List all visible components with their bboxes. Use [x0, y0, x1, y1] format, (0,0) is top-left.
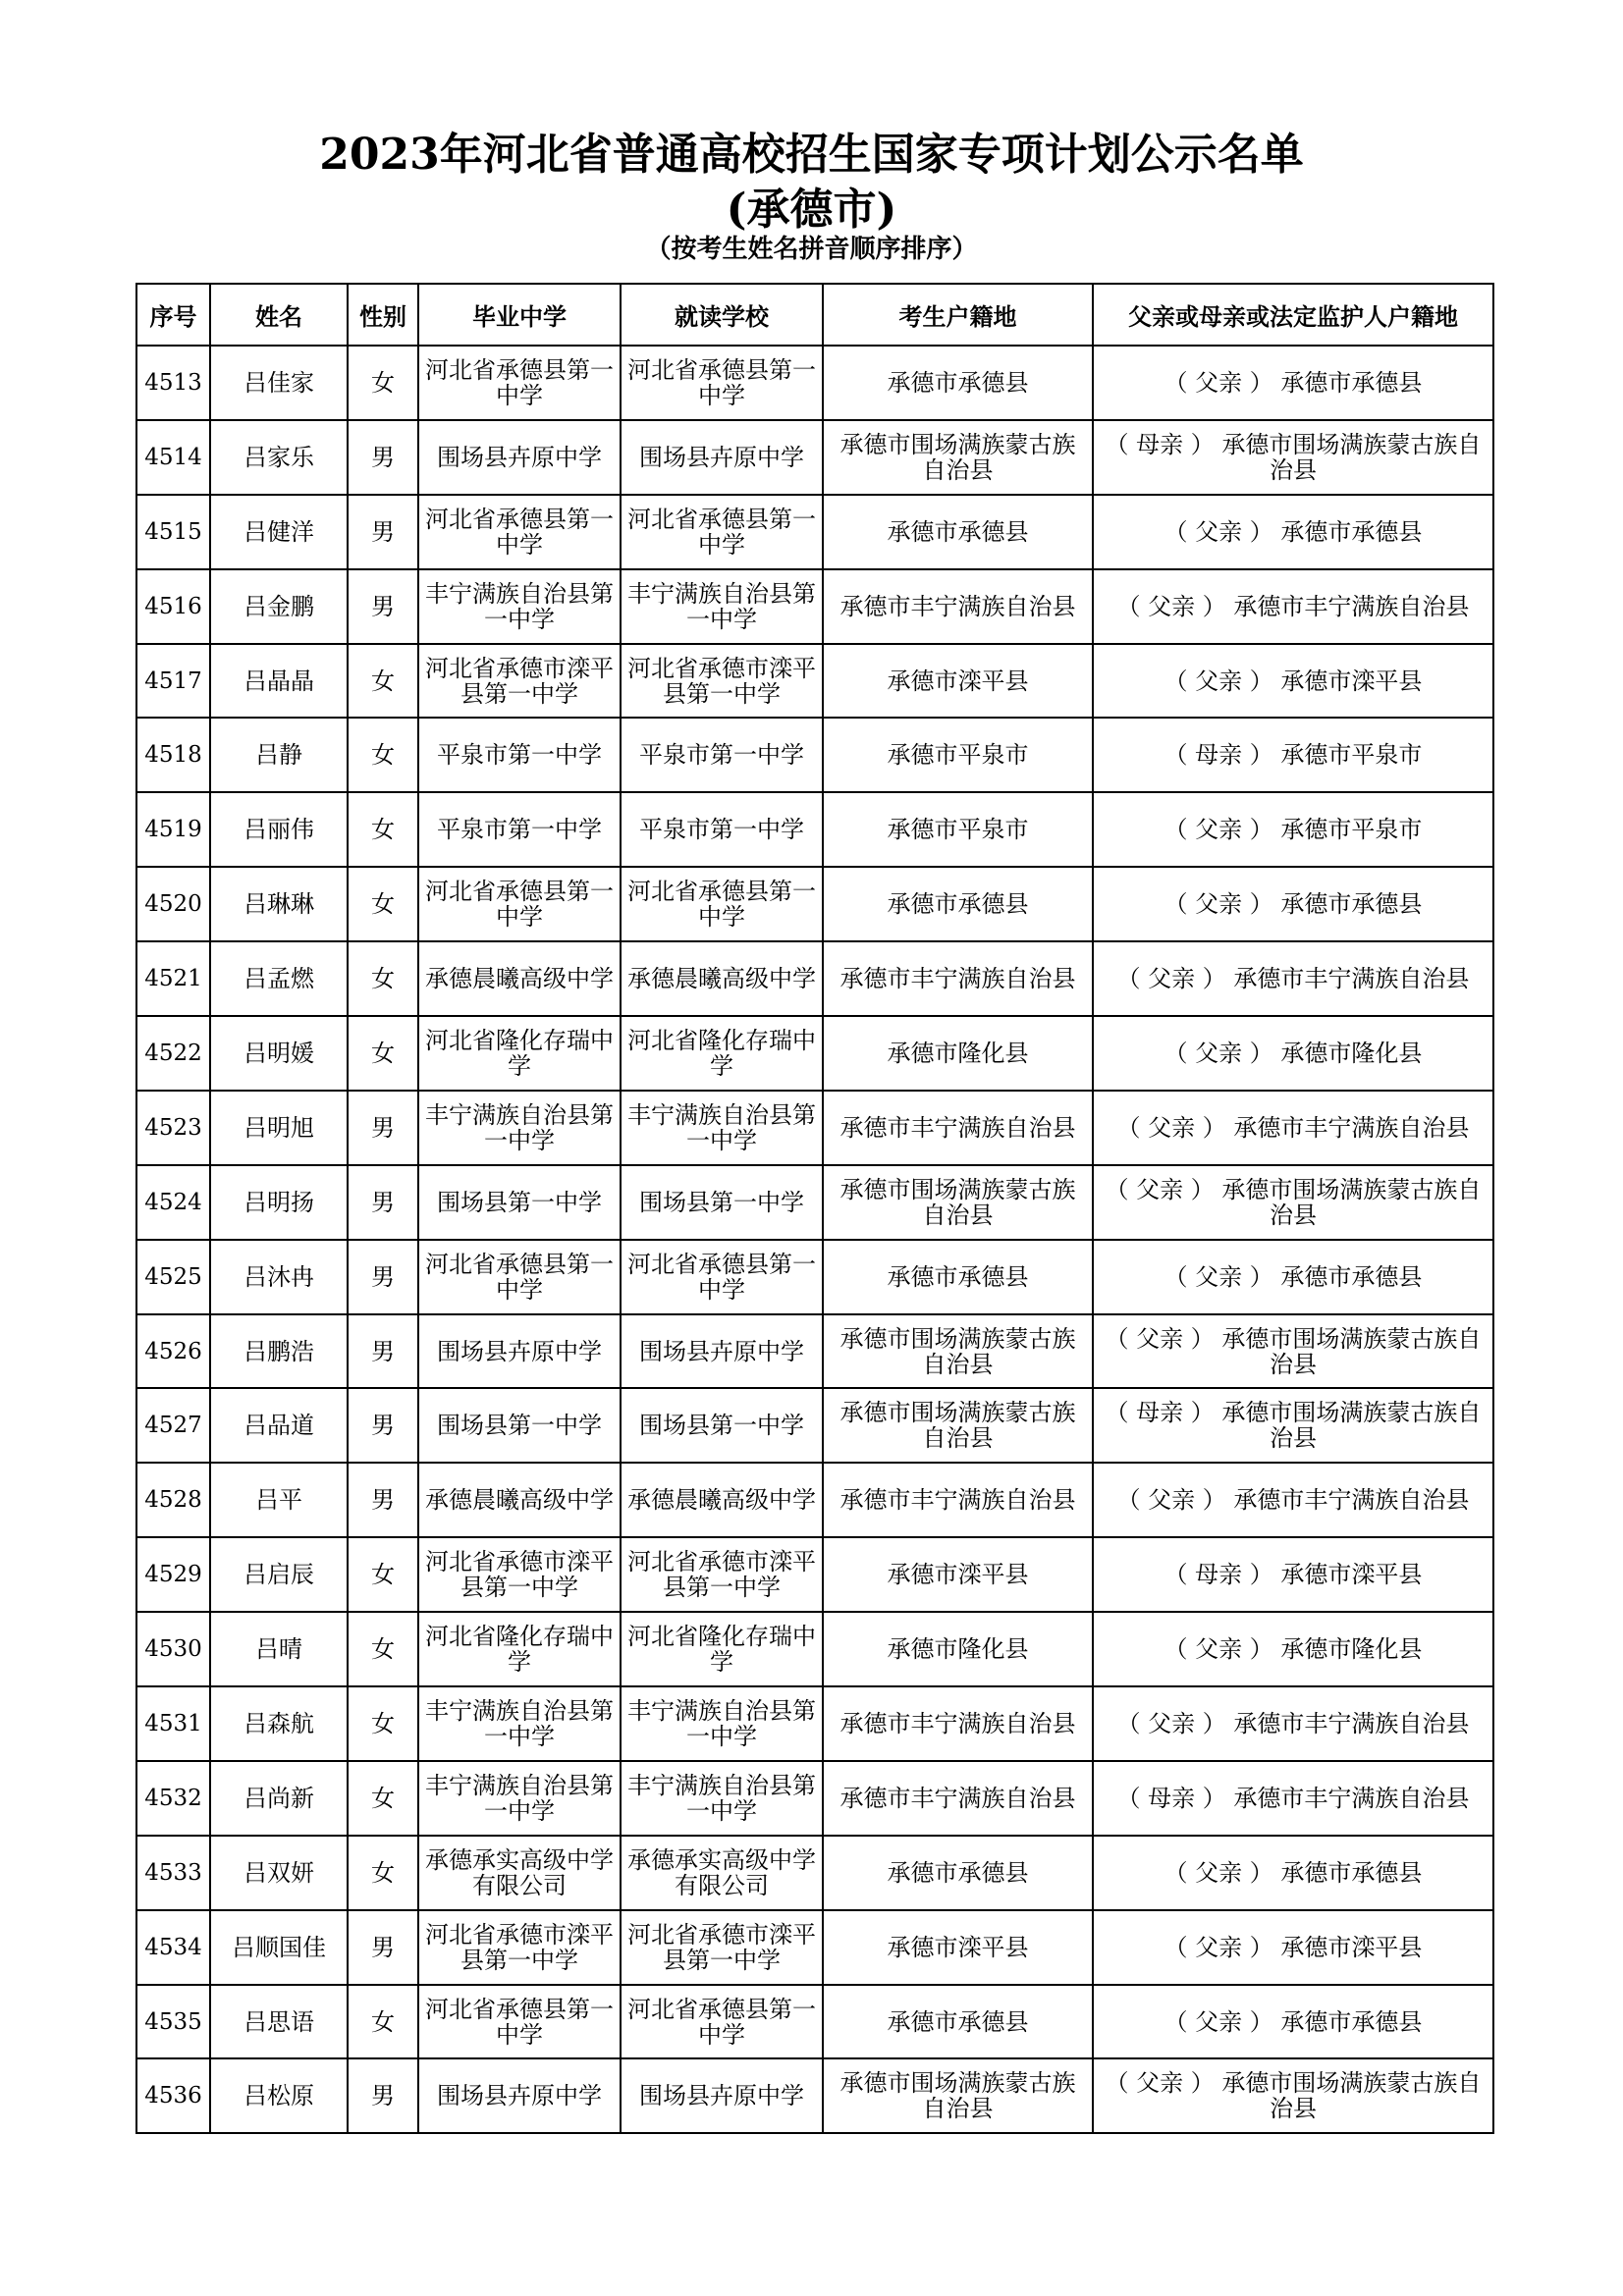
name-cell: 吕琳琳	[210, 867, 348, 941]
grad-school-cell: 平泉市第一中学	[418, 792, 621, 867]
name-cell: 吕明旭	[210, 1091, 348, 1165]
current-school-cell: 丰宁满族自治县第一中学	[621, 1761, 823, 1836]
gender-cell: 男	[348, 1314, 418, 1389]
name-cell: 吕丽伟	[210, 792, 348, 867]
seq-cell: 4536	[136, 2058, 210, 2133]
household-cell: 承德市承德县	[823, 495, 1093, 569]
current-school-cell: 围场县第一中学	[621, 1388, 823, 1463]
table-row	[136, 1314, 1493, 1389]
guardian-household-cell: （ 父亲 ） 承德市丰宁满族自治县	[1093, 1686, 1493, 1761]
household-cell: 承德市承德县	[823, 867, 1093, 941]
grad-school-cell: 丰宁满族自治县第一中学	[418, 1686, 621, 1761]
current-school-cell: 河北省承德市滦平县第一中学	[621, 644, 823, 719]
guardian-household-cell: （ 父亲 ） 承德市承德县	[1093, 1836, 1493, 1910]
name-cell: 吕双妍	[210, 1836, 348, 1910]
seq-cell: 4514	[136, 420, 210, 495]
gender-cell: 女	[348, 346, 418, 420]
guardian-household-cell: （ 父亲 ） 承德市围场满族蒙古族自治县	[1093, 2058, 1493, 2133]
seq-cell: 4535	[136, 1985, 210, 2059]
grad-school-cell: 河北省承德县第一中学	[418, 1240, 621, 1314]
household-cell: 承德市平泉市	[823, 792, 1093, 867]
table-header-row	[136, 284, 1493, 346]
grad-school-cell: 丰宁满族自治县第一中学	[418, 1091, 621, 1165]
grad-school-cell: 河北省承德县第一中学	[418, 495, 621, 569]
grad-school-cell: 丰宁满族自治县第一中学	[418, 569, 621, 644]
gender-cell: 男	[348, 1463, 418, 1537]
grad-school-cell: 丰宁满族自治县第一中学	[418, 1761, 621, 1836]
col-header-gender: 性别	[348, 284, 418, 346]
grad-school-cell: 承德晨曦高级中学	[418, 1463, 621, 1537]
guardian-household-cell: （ 母亲 ） 承德市平泉市	[1093, 718, 1493, 792]
guardian-household-cell: （ 父亲 ） 承德市平泉市	[1093, 792, 1493, 867]
grad-school-cell: 河北省承德县第一中学	[418, 346, 621, 420]
table-row	[136, 1463, 1493, 1537]
seq-cell: 4518	[136, 718, 210, 792]
col-header-grad-school: 毕业中学	[418, 284, 621, 346]
guardian-household-cell: （ 父亲 ） 承德市承德县	[1093, 867, 1493, 941]
table-row	[136, 867, 1493, 941]
current-school-cell: 河北省承德市滦平县第一中学	[621, 1537, 823, 1612]
gender-cell: 女	[348, 941, 418, 1016]
grad-school-cell: 围场县第一中学	[418, 1388, 621, 1463]
current-school-cell: 河北省隆化存瑞中学	[621, 1016, 823, 1091]
gender-cell: 男	[348, 1091, 418, 1165]
current-school-cell: 承德晨曦高级中学	[621, 941, 823, 1016]
seq-cell: 4517	[136, 644, 210, 719]
seq-cell: 4522	[136, 1016, 210, 1091]
household-cell: 承德市滦平县	[823, 1910, 1093, 1985]
name-cell: 吕鹏浩	[210, 1314, 348, 1389]
grad-school-cell: 河北省承德县第一中学	[418, 867, 621, 941]
current-school-cell: 河北省承德县第一中学	[621, 346, 823, 420]
guardian-household-cell: （ 父亲 ） 承德市丰宁满族自治县	[1093, 1091, 1493, 1165]
name-cell: 吕顺国佳	[210, 1910, 348, 1985]
gender-cell: 女	[348, 1612, 418, 1686]
current-school-cell: 河北省承德县第一中学	[621, 1240, 823, 1314]
household-cell: 承德市隆化县	[823, 1612, 1093, 1686]
guardian-household-cell: （ 父亲 ） 承德市丰宁满族自治县	[1093, 569, 1493, 644]
table-body	[136, 346, 1493, 2133]
candidate-table	[135, 283, 1494, 2134]
name-cell: 吕金鹏	[210, 569, 348, 644]
grad-school-cell: 河北省承德市滦平县第一中学	[418, 1537, 621, 1612]
table-row	[136, 2058, 1493, 2133]
table-row	[136, 792, 1493, 867]
name-cell: 吕沐冉	[210, 1240, 348, 1314]
seq-cell: 4523	[136, 1091, 210, 1165]
seq-cell: 4521	[136, 941, 210, 1016]
guardian-household-cell: （ 父亲 ） 承德市隆化县	[1093, 1016, 1493, 1091]
household-cell: 承德市围场满族蒙古族自治县	[823, 1165, 1093, 1240]
col-header-guardian-household: 父亲或母亲或法定监护人户籍地	[1093, 284, 1493, 346]
name-cell: 吕家乐	[210, 420, 348, 495]
household-cell: 承德市承德县	[823, 1836, 1093, 1910]
gender-cell: 女	[348, 1836, 418, 1910]
name-cell: 吕明媛	[210, 1016, 348, 1091]
name-cell: 吕晴	[210, 1612, 348, 1686]
seq-cell: 4515	[136, 495, 210, 569]
household-cell: 承德市承德县	[823, 1985, 1093, 2059]
table-row	[136, 1165, 1493, 1240]
table-row	[136, 346, 1493, 420]
col-header-name: 姓名	[210, 284, 348, 346]
name-cell: 吕明扬	[210, 1165, 348, 1240]
guardian-household-cell: （ 母亲 ） 承德市丰宁满族自治县	[1093, 1761, 1493, 1836]
gender-cell: 男	[348, 2058, 418, 2133]
household-cell: 承德市丰宁满族自治县	[823, 1091, 1093, 1165]
gender-cell: 女	[348, 644, 418, 719]
gender-cell: 女	[348, 1985, 418, 2059]
current-school-cell: 河北省承德县第一中学	[621, 1985, 823, 2059]
guardian-household-cell: （ 父亲 ） 承德市承德县	[1093, 1240, 1493, 1314]
table-row	[136, 1686, 1493, 1761]
name-cell: 吕平	[210, 1463, 348, 1537]
table-row	[136, 718, 1493, 792]
grad-school-cell: 围场县卉原中学	[418, 420, 621, 495]
seq-cell: 4520	[136, 867, 210, 941]
household-cell: 承德市丰宁满族自治县	[823, 569, 1093, 644]
grad-school-cell: 围场县卉原中学	[418, 1314, 621, 1389]
col-header-household: 考生户籍地	[823, 284, 1093, 346]
guardian-household-cell: （ 父亲 ） 承德市围场满族蒙古族自治县	[1093, 1314, 1493, 1389]
household-cell: 承德市平泉市	[823, 718, 1093, 792]
table-row	[136, 941, 1493, 1016]
gender-cell: 女	[348, 718, 418, 792]
table-row	[136, 1910, 1493, 1985]
table-row	[136, 1985, 1493, 2059]
current-school-cell: 丰宁满族自治县第一中学	[621, 569, 823, 644]
grad-school-cell: 河北省承德市滦平县第一中学	[418, 644, 621, 719]
grad-school-cell: 河北省隆化存瑞中学	[418, 1016, 621, 1091]
grad-school-cell: 承德晨曦高级中学	[418, 941, 621, 1016]
guardian-household-cell: （ 父亲 ） 承德市隆化县	[1093, 1612, 1493, 1686]
guardian-household-cell: （ 父亲 ） 承德市围场满族蒙古族自治县	[1093, 1165, 1493, 1240]
guardian-household-cell: （ 母亲 ） 承德市滦平县	[1093, 1537, 1493, 1612]
household-cell: 承德市隆化县	[823, 1016, 1093, 1091]
seq-cell: 4526	[136, 1314, 210, 1389]
grad-school-cell: 河北省承德市滦平县第一中学	[418, 1910, 621, 1985]
current-school-cell: 丰宁满族自治县第一中学	[621, 1686, 823, 1761]
current-school-cell: 平泉市第一中学	[621, 718, 823, 792]
current-school-cell: 围场县卉原中学	[621, 2058, 823, 2133]
gender-cell: 男	[348, 420, 418, 495]
col-header-seq: 序号	[136, 284, 210, 346]
current-school-cell: 围场县卉原中学	[621, 420, 823, 495]
household-cell: 承德市丰宁满族自治县	[823, 941, 1093, 1016]
household-cell: 承德市丰宁满族自治县	[823, 1463, 1093, 1537]
grad-school-cell: 河北省承德县第一中学	[418, 1985, 621, 2059]
current-school-cell: 河北省隆化存瑞中学	[621, 1612, 823, 1686]
gender-cell: 男	[348, 495, 418, 569]
seq-cell: 4524	[136, 1165, 210, 1240]
table-row	[136, 1761, 1493, 1836]
current-school-cell: 河北省承德县第一中学	[621, 495, 823, 569]
guardian-household-cell: （ 父亲 ） 承德市承德县	[1093, 495, 1493, 569]
seq-cell: 4519	[136, 792, 210, 867]
household-cell: 承德市承德县	[823, 346, 1093, 420]
household-cell: 承德市丰宁满族自治县	[823, 1686, 1093, 1761]
gender-cell: 男	[348, 1165, 418, 1240]
document-title: 2023年河北省普通高校招生国家专项计划公示名单	[319, 130, 1304, 180]
gender-cell: 男	[348, 1388, 418, 1463]
name-cell: 吕启辰	[210, 1537, 348, 1612]
table-row	[136, 1091, 1493, 1165]
seq-cell: 4534	[136, 1910, 210, 1985]
name-cell: 吕品道	[210, 1388, 348, 1463]
table-row	[136, 1836, 1493, 1910]
seq-cell: 4530	[136, 1612, 210, 1686]
household-cell: 承德市滦平县	[823, 644, 1093, 719]
household-cell: 承德市围场满族蒙古族自治县	[823, 2058, 1093, 2133]
table-row	[136, 1612, 1493, 1686]
household-cell: 承德市滦平县	[823, 1537, 1093, 1612]
name-cell: 吕健洋	[210, 495, 348, 569]
current-school-cell: 平泉市第一中学	[621, 792, 823, 867]
household-cell: 承德市围场满族蒙古族自治县	[823, 1314, 1093, 1389]
name-cell: 吕松原	[210, 2058, 348, 2133]
table-row	[136, 495, 1493, 569]
grad-school-cell: 河北省隆化存瑞中学	[418, 1612, 621, 1686]
current-school-cell: 承德承实高级中学有限公司	[621, 1836, 823, 1910]
gender-cell: 女	[348, 1761, 418, 1836]
household-cell: 承德市承德县	[823, 1240, 1093, 1314]
grad-school-cell: 围场县第一中学	[418, 1165, 621, 1240]
household-cell: 承德市丰宁满族自治县	[823, 1761, 1093, 1836]
seq-cell: 4516	[136, 569, 210, 644]
gender-cell: 女	[348, 792, 418, 867]
guardian-household-cell: （ 父亲 ） 承德市承德县	[1093, 1985, 1493, 2059]
table-row	[136, 1388, 1493, 1463]
guardian-household-cell: （ 父亲 ） 承德市滦平县	[1093, 644, 1493, 719]
seq-cell: 4532	[136, 1761, 210, 1836]
current-school-cell: 河北省承德市滦平县第一中学	[621, 1910, 823, 1985]
gender-cell: 女	[348, 1016, 418, 1091]
current-school-cell: 围场县卉原中学	[621, 1314, 823, 1389]
table-row	[136, 569, 1493, 644]
sort-note: （按考生姓名拼音顺序排序）	[645, 235, 978, 264]
name-cell: 吕尚新	[210, 1761, 348, 1836]
table-row	[136, 1537, 1493, 1612]
grad-school-cell: 围场县卉原中学	[418, 2058, 621, 2133]
guardian-household-cell: （ 父亲 ） 承德市丰宁满族自治县	[1093, 941, 1493, 1016]
name-cell: 吕思语	[210, 1985, 348, 2059]
grad-school-cell: 平泉市第一中学	[418, 718, 621, 792]
name-cell: 吕孟燃	[210, 941, 348, 1016]
seq-cell: 4528	[136, 1463, 210, 1537]
seq-cell: 4527	[136, 1388, 210, 1463]
table-row	[136, 1016, 1493, 1091]
name-cell: 吕森航	[210, 1686, 348, 1761]
seq-cell: 4525	[136, 1240, 210, 1314]
col-header-current-school: 就读学校	[621, 284, 823, 346]
table-row	[136, 420, 1493, 495]
current-school-cell: 丰宁满族自治县第一中学	[621, 1091, 823, 1165]
current-school-cell: 承德晨曦高级中学	[621, 1463, 823, 1537]
gender-cell: 女	[348, 1686, 418, 1761]
gender-cell: 男	[348, 1240, 418, 1314]
table-row	[136, 1240, 1493, 1314]
seq-cell: 4533	[136, 1836, 210, 1910]
household-cell: 承德市围场满族蒙古族自治县	[823, 420, 1093, 495]
guardian-household-cell: （ 父亲 ） 承德市承德县	[1093, 346, 1493, 420]
document-subtitle: (承德市)	[726, 185, 897, 235]
seq-cell: 4531	[136, 1686, 210, 1761]
gender-cell: 男	[348, 1910, 418, 1985]
current-school-cell: 河北省承德县第一中学	[621, 867, 823, 941]
gender-cell: 女	[348, 867, 418, 941]
seq-cell: 4529	[136, 1537, 210, 1612]
guardian-household-cell: （ 母亲 ） 承德市围场满族蒙古族自治县	[1093, 1388, 1493, 1463]
current-school-cell: 围场县第一中学	[621, 1165, 823, 1240]
guardian-household-cell: （ 父亲 ） 承德市丰宁满族自治县	[1093, 1463, 1493, 1537]
name-cell: 吕晶晶	[210, 644, 348, 719]
table-row	[136, 644, 1493, 719]
guardian-household-cell: （ 父亲 ） 承德市滦平县	[1093, 1910, 1493, 1985]
grad-school-cell: 承德承实高级中学有限公司	[418, 1836, 621, 1910]
gender-cell: 女	[348, 1537, 418, 1612]
seq-cell: 4513	[136, 346, 210, 420]
name-cell: 吕佳家	[210, 346, 348, 420]
name-cell: 吕静	[210, 718, 348, 792]
guardian-household-cell: （ 母亲 ） 承德市围场满族蒙古族自治县	[1093, 420, 1493, 495]
household-cell: 承德市围场满族蒙古族自治县	[823, 1388, 1093, 1463]
gender-cell: 男	[348, 569, 418, 644]
